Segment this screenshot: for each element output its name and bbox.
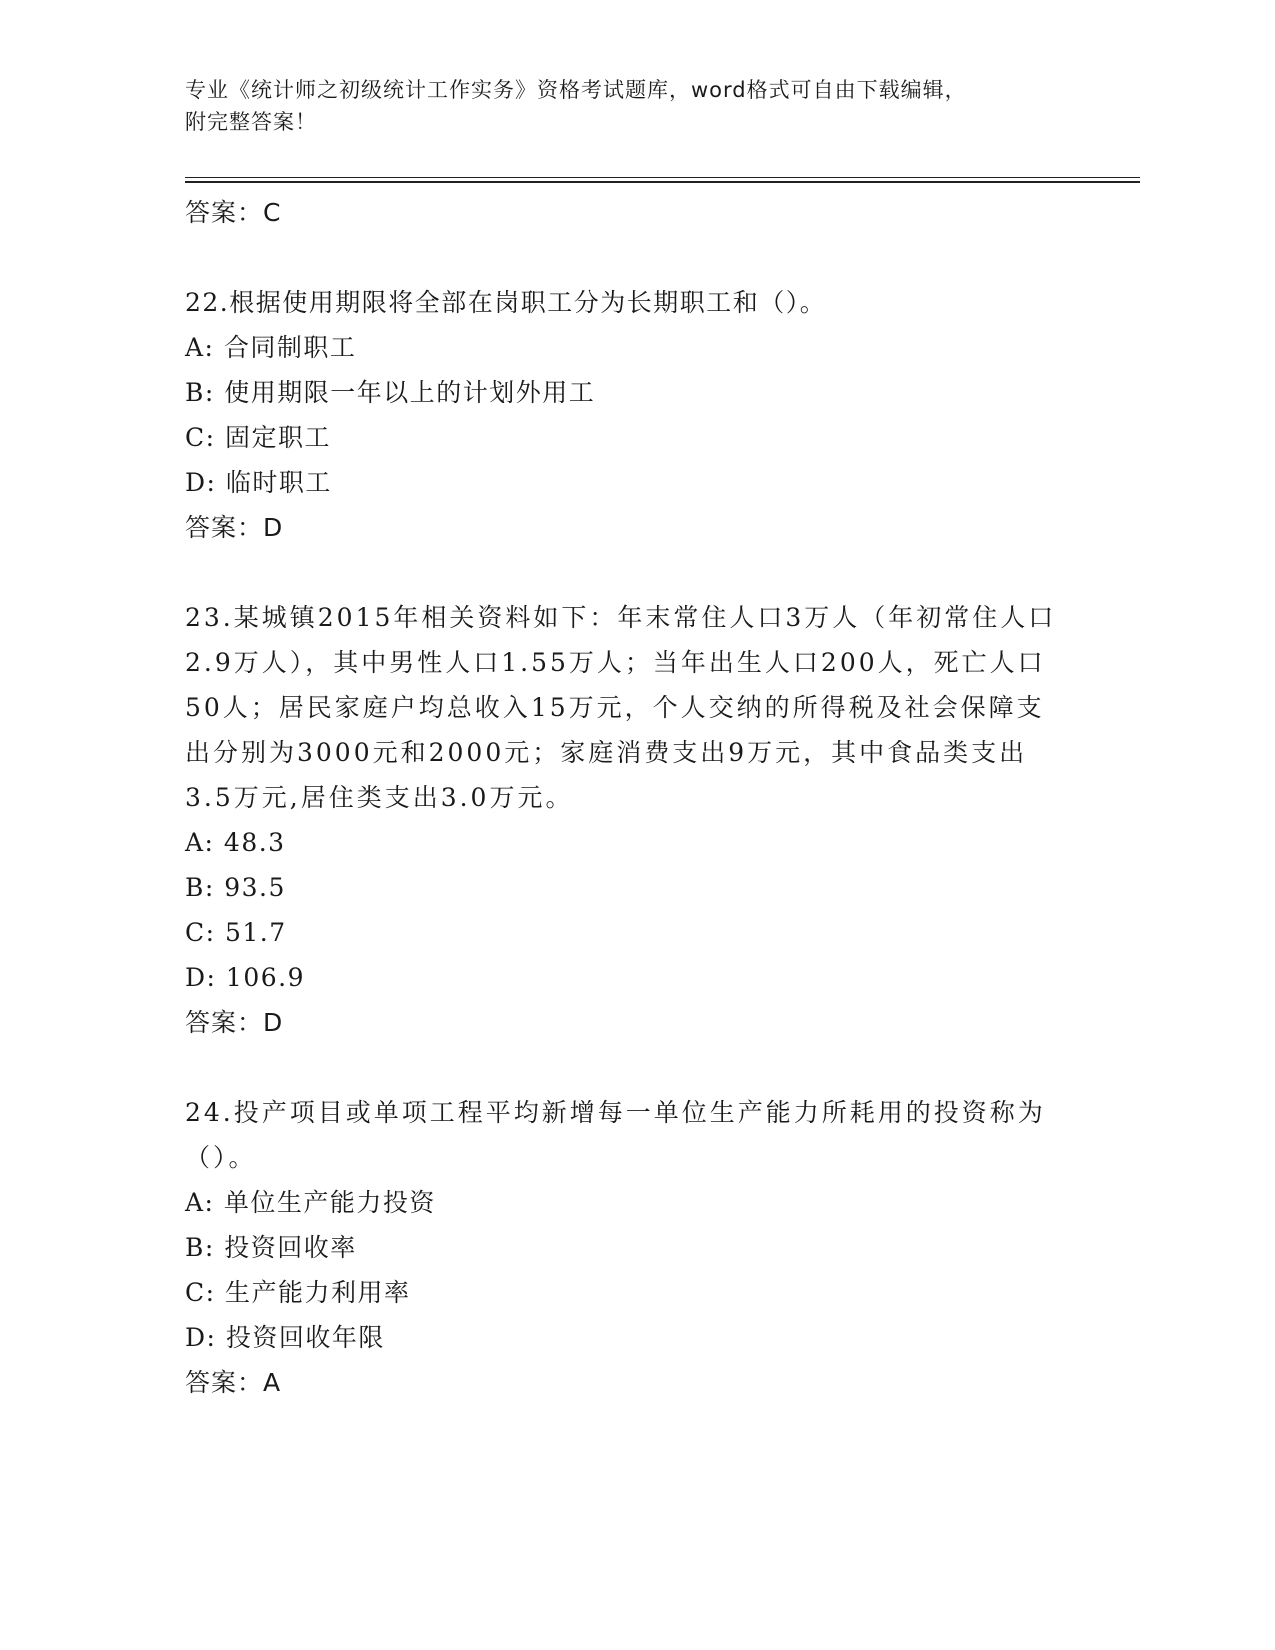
option-b: B: 使用期限一年以上的计划外用工 [185,378,596,407]
answer-line: 答案：D [185,1008,284,1037]
header-line-2: 附完整答案！ [185,110,317,134]
option-a: A: 单位生产能力投资 [185,1188,436,1217]
answer-line: 答案：A [185,1368,282,1397]
question-block [185,595,1065,1045]
spacer [185,550,1065,595]
option-d: D: 投资回收年限 [185,1323,385,1352]
answer-line: 答案：D [185,513,284,542]
option-a: A: 48.3 [185,828,286,857]
question-stem: 24.投产项目或单项工程平均新增每一单位生产能力所耗用的投资称为（）。 [185,1098,1046,1172]
question-stem: 23.某城镇2015年相关资料如下：年末常住人口3万人（年初常住人口2.9万人），其中男性人口1.55万人；当年出生人口200人，死亡人口50人；居民家庭户均总收入15万元，个人交纳的所得税及社会保障支出分别为3000元和2000元；家庭消费支出9万元，其中食品类支出3.5万元,居住类支出3.0万元。 [185,603,1057,812]
option-c: C: 生产能力利用率 [185,1278,411,1307]
header-divider-thick [185,181,1140,183]
header-divider-thin [185,177,1140,178]
option-b: B: 93.5 [185,873,286,902]
spacer [185,235,1065,280]
question-content [185,190,1065,1405]
option-a: A: 合同制职工 [185,333,357,362]
question-stem: 22.根据使用期限将全部在岗职工分为长期职工和（）。 [185,288,827,317]
previous-answer: 答案：C [185,198,282,227]
option-c: C: 51.7 [185,918,287,947]
question-block [185,1090,1065,1405]
option-c: C: 固定职工 [185,423,331,452]
option-b: B: 投资回收率 [185,1233,357,1262]
option-d: D: 106.9 [185,963,305,992]
spacer [185,1045,1065,1090]
document-header [185,74,1055,138]
option-d: D: 临时职工 [185,468,332,497]
header-line-1: 专业《统计师之初级统计工作实务》资格考试题库，word格式可自由下载编辑， [185,78,967,102]
question-block [185,280,1065,550]
